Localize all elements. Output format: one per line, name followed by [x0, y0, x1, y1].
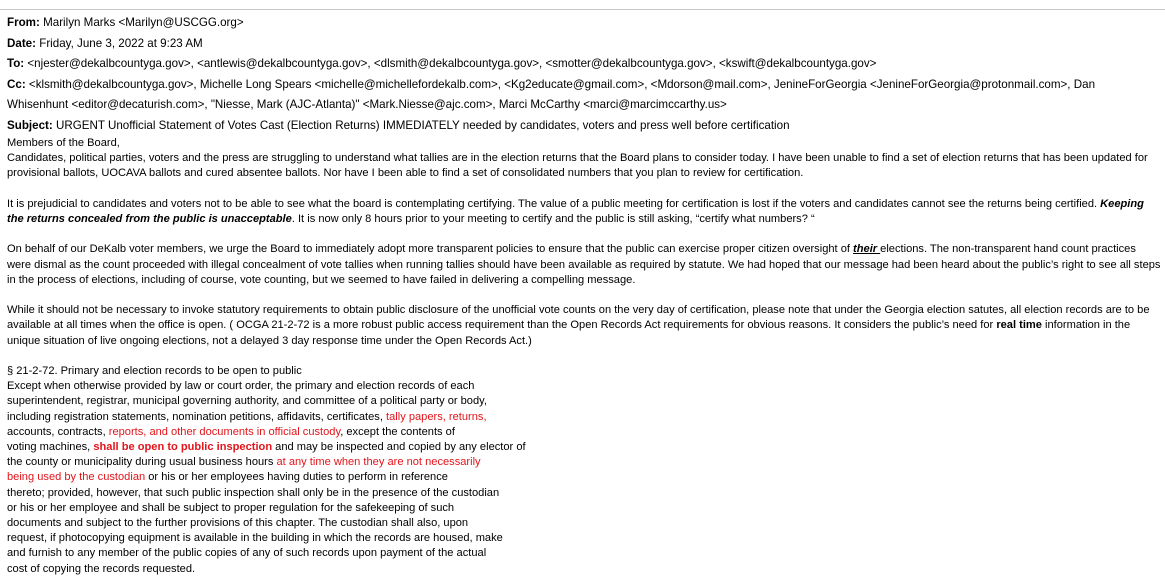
statute-line [7, 455, 1162, 470]
statute-line: Except when otherwise provided by law or court order, the primary and election records of each [7, 380, 475, 393]
paragraph-4-text-c: information in the unique situation of live ongoing elections, not a delayed 3 day response time under the Open Records Act.) [7, 319, 1131, 347]
to-line [7, 54, 1157, 75]
statute-text: including registration statements, nomination petitions, affidavits, certificates, [7, 410, 387, 423]
statute-line [7, 410, 1162, 425]
statute-line: request, if photocopying equipment is available in the building in which the records are housed, make [7, 532, 503, 545]
from-label: From: [7, 16, 40, 29]
from-line [7, 13, 1157, 34]
header-divider [0, 9, 1165, 10]
subject-label: Subject: [7, 118, 53, 132]
statute-text: , except the contents of [340, 425, 455, 438]
date-line [7, 34, 1157, 55]
from-value: Marilyn Marks <Marilyn@USCGG.org> [43, 16, 244, 29]
statute-line: and furnish to any member of the public copies of any of such records upon payment of the actual [7, 547, 487, 560]
paragraph-3-text-c: elections. The non-transparent hand count practices were dismal as the count proceeded with illegal concealment of vote tallies when running tallies should have been available as required by statute. We had hoped that our message had been heard about the public’s right to see all steps in the process of elections, including of course, vote counting, but we seemed to have failed in delivering a compelling message. [7, 243, 1161, 286]
statute-line: superintendent, registrar, municipal governing authority, and committee of a political party or body, [7, 395, 487, 408]
statute-highlight: tally papers, returns, [386, 410, 487, 423]
statute-line [7, 425, 1162, 440]
date-value: Friday, June 3, 2022 at 9:23 AM [39, 36, 203, 50]
statute-highlight: being used by the custodian [7, 471, 146, 484]
statute-line: or his or her employee and shall be subject to proper regulation for the safekeeping of such [7, 501, 455, 514]
paragraph-2 [7, 197, 1162, 227]
subject-value: URGENT Unofficial Statement of Votes Cast (Election Returns) IMMEDIATELY needed by candidates, voters and press well before certification [55, 118, 790, 132]
statute-text: the county or municipality during usual business hours [7, 456, 277, 469]
statute-line: thereto; provided, however, that such public inspection shall only be in the presence of the custodian [7, 486, 500, 499]
paragraph-3 [7, 242, 1162, 288]
statute-text: voting machines, [7, 441, 94, 453]
statute-line: cost of copying the records requested. [7, 562, 196, 575]
statute-text: accounts, contracts, [7, 425, 109, 438]
to-label: To: [7, 57, 25, 70]
greeting: Members of the Board, [7, 137, 120, 149]
cc-value: <klsmith@dekalbcountyga.gov>, Michelle Long Spears <michelle@michellefordekalb.com>, <Kg2educate@gmail.com>, <Mdorson@mail.com>, JenineForGeorgia <JenineForGeorgia@protonmail.com>, Dan Whisenhunt <editor@decaturish.com>, "Niesse, Mark (AJC-Atlanta)" <Mark.Niesse@ajc.com>, Marci McCarthy <marci@marcimccarthy.us> [7, 77, 1096, 111]
statute-line: documents and subject to the further provisions of this chapter. The custodian shall also, upon [7, 517, 469, 530]
statute-line [7, 440, 1162, 455]
subject-line [7, 116, 1157, 137]
paragraph-2-text-c: . It is now only 8 hours prior to your meeting to certify and the public is still asking, “certify what numbers? “ [291, 213, 815, 225]
paragraph-2-text-a: It is prejudicial to candidates and voters not to be able to see what the board is contemplating certifying. The value of a public meeting for certification is lost if the voters and candidates cannot see the returns being certified. [7, 197, 1101, 210]
paragraph-4 [7, 303, 1162, 349]
paragraph-2-emphasis: Keeping the returns concealed from the public is unacceptable [7, 197, 1144, 225]
paragraph-4-emphasis: real time [996, 319, 1042, 332]
email-body [7, 136, 1162, 577]
paragraph-4-text-a: While it should not be necessary to invoke statutory requirements to obtain public disclosure of the unofficial vote counts on the very day of certification, please note that under the Georgia election satutes, all election records are to be available at all times when the office is open. ( OCGA 21-2-72 is a more robust public access requirement than the Open Records Act requirements for obvious reasons. It considers the public’s need for [7, 304, 1150, 332]
cc-line [7, 75, 1142, 116]
statute-quote [7, 364, 1162, 577]
paragraph-3-text-a: On behalf of our DeKalb voter members, we urge the Board to immediately adopt more transparent policies to ensure that the public can exercise proper citizen oversight of [7, 243, 854, 256]
paragraph-3-emphasis: their [853, 243, 881, 256]
statute-text: or his or her employees having duties to perform in reference [145, 471, 448, 484]
paragraph-1: Candidates, political parties, voters and the press are struggling to understand what tallies are in the election returns that the Board plans to consider today. I have been unable to find a set of election returns that has been updated for provisional ballots, UOCAVA ballots and cured absentee ballots. Nor have I been able to find a set of consolidated numbers that you plan to review for certification. [7, 152, 1148, 180]
statute-highlight: at any time when they are not necessarily [276, 456, 481, 469]
statute-highlight: reports, and other documents in official custody [108, 425, 341, 438]
cc-label: Cc: [7, 77, 26, 91]
statute-text: and may be inspected and copied by any elector of [272, 441, 526, 453]
statute-line [7, 470, 1162, 485]
email-headers [7, 13, 1157, 136]
to-value: <njester@dekalbcountyga.gov>, <antlewis@dekalbcountyga.gov>, <dlsmith@dekalbcountyga.gov>, <smotter@dekalbcountyga.gov>, <kswift@dekalbcountyga.gov> [27, 57, 877, 70]
date-label: Date: [7, 36, 36, 50]
statute-highlight-bold: shall be open to public inspection [93, 441, 273, 453]
statute-title: § 21-2-72. Primary and election records to be open to public [7, 364, 302, 377]
